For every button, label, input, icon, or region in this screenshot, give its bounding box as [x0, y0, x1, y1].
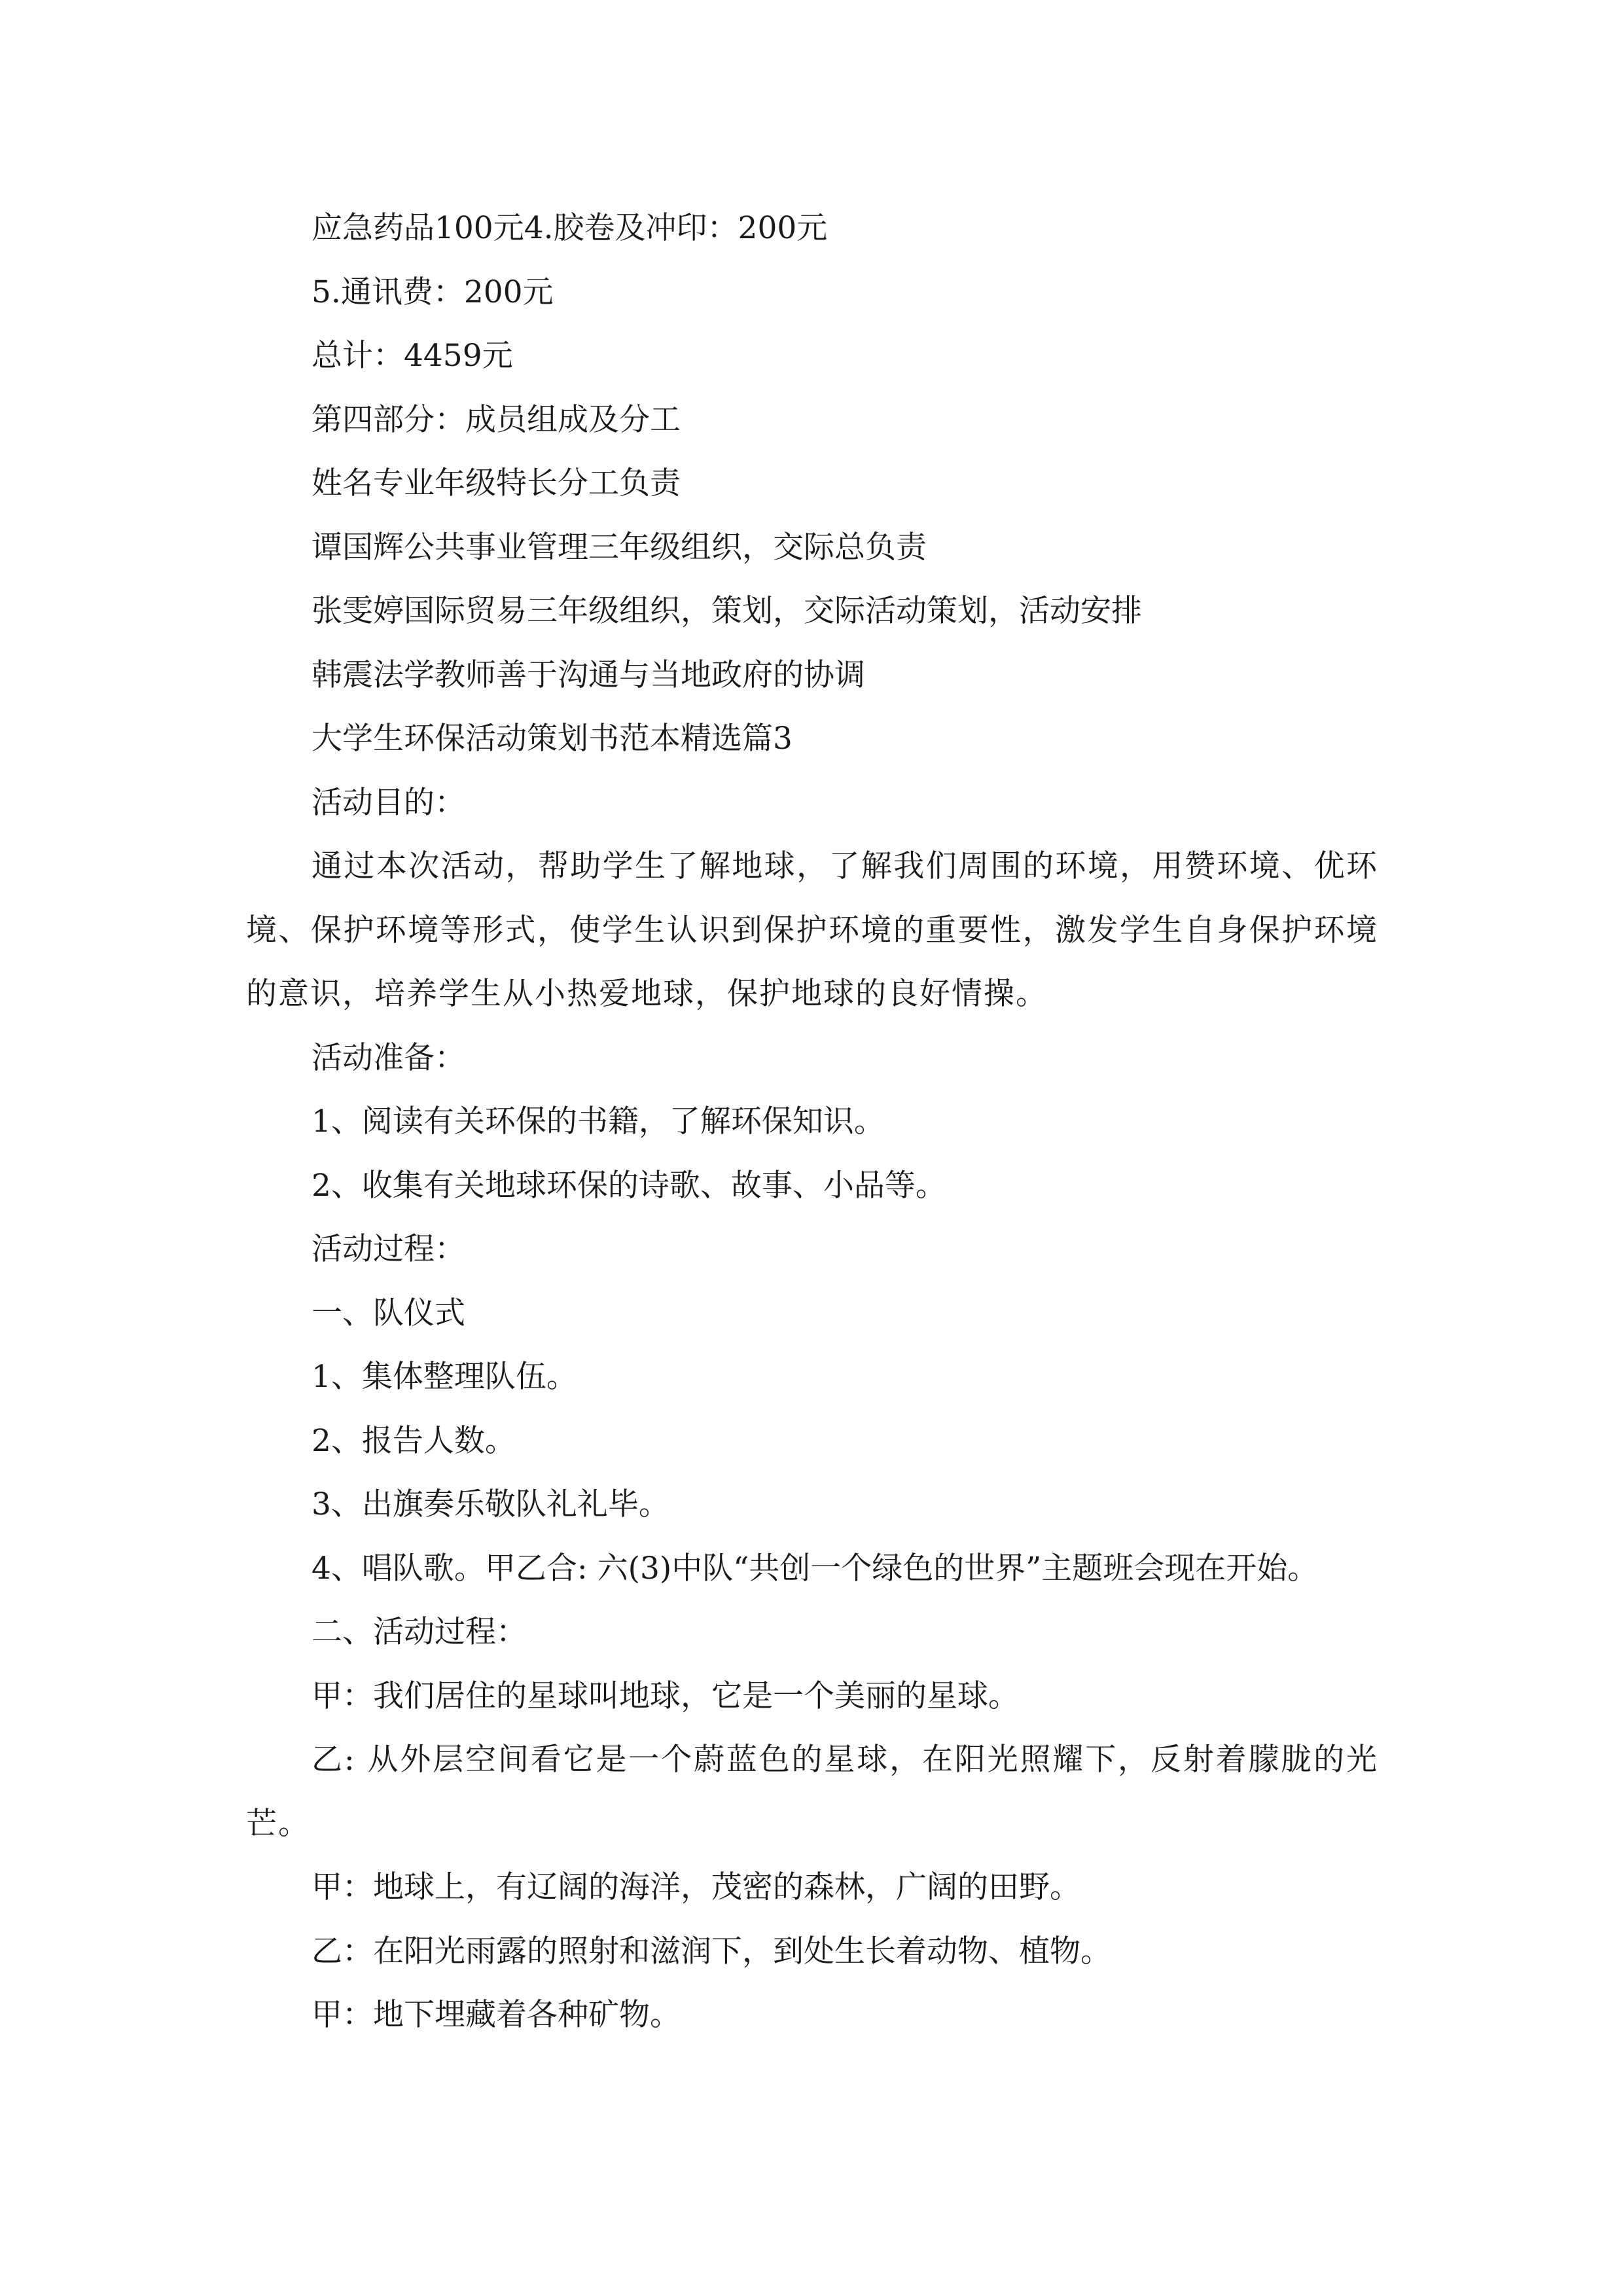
member-line: 韩震法学教师善于沟通与当地政府的协调 [312, 656, 865, 693]
article-title: 大学生环保活动策划书范本精选篇3 [312, 721, 793, 757]
dialogue-line: 乙：在阳光雨露的照射和滋润下，到处生长着动物、植物。 [312, 1933, 1111, 1969]
text-line: 5.通讯费：200元 [312, 274, 554, 310]
dialogue-line: 甲：地球上，有辽阔的海洋，茂密的森林，广阔的田野。 [312, 1869, 1080, 1905]
section-heading: 活动目的： [312, 784, 465, 821]
text-line: 总计：4459元 [312, 338, 513, 374]
purpose-paragraph: 通过本次活动，帮助学生了解地球，了解我们周围的环境，用赞环境、优环境、保护环境等形式，使学生认识到保护环境的重要性，激发学生自身保护环境的意识，培养学生从小热爱地球，保护地球的良好情操。 [246, 848, 1378, 1012]
text-line: 2、收集有关地球环保的诗歌、故事、小品等。 [312, 1167, 946, 1204]
section-heading: 活动准备： [312, 1039, 465, 1076]
table-header-line: 姓名专业年级特长分工负责 [312, 465, 681, 501]
text-line: 4、唱队歌。甲乙合: 六(3)中队“共创一个绿色的世界”主题班会现在开始。 [312, 1550, 1319, 1587]
member-line: 张雯婷国际贸易三年级组织，策划，交际活动策划，活动安排 [312, 593, 1142, 629]
text-line: 应急药品100元4.胶卷及冲印：200元 [312, 210, 828, 246]
section-heading: 活动过程： [312, 1231, 465, 1267]
text-line: 1、集体整理队伍。 [312, 1359, 577, 1395]
dialogue-line: 甲：我们居住的星球叫地球，它是一个美丽的星球。 [312, 1677, 1019, 1714]
dialogue-paragraph: 乙: 从外层空间看它是一个蔚蓝色的星球，在阳光照耀下，反射着朦胧的光芒。 [246, 1742, 1378, 1842]
section-heading: 二、活动过程： [312, 1614, 527, 1650]
text-line: 2、报告人数。 [312, 1422, 516, 1459]
member-line: 谭国辉公共事业管理三年级组织，交际总负责 [312, 529, 927, 565]
dialogue-line: 甲：地下埋藏着各种矿物。 [312, 1997, 681, 2033]
text-line: 3、出旗奏乐敬队礼礼毕。 [312, 1486, 669, 1522]
section-heading: 第四部分：成员组成及分工 [312, 401, 681, 438]
document-body [246, 196, 1378, 2047]
text-line: 一、队仪式 [312, 1295, 465, 1331]
text-line: 1、阅读有关环保的书籍，了解环保知识。 [312, 1103, 885, 1139]
